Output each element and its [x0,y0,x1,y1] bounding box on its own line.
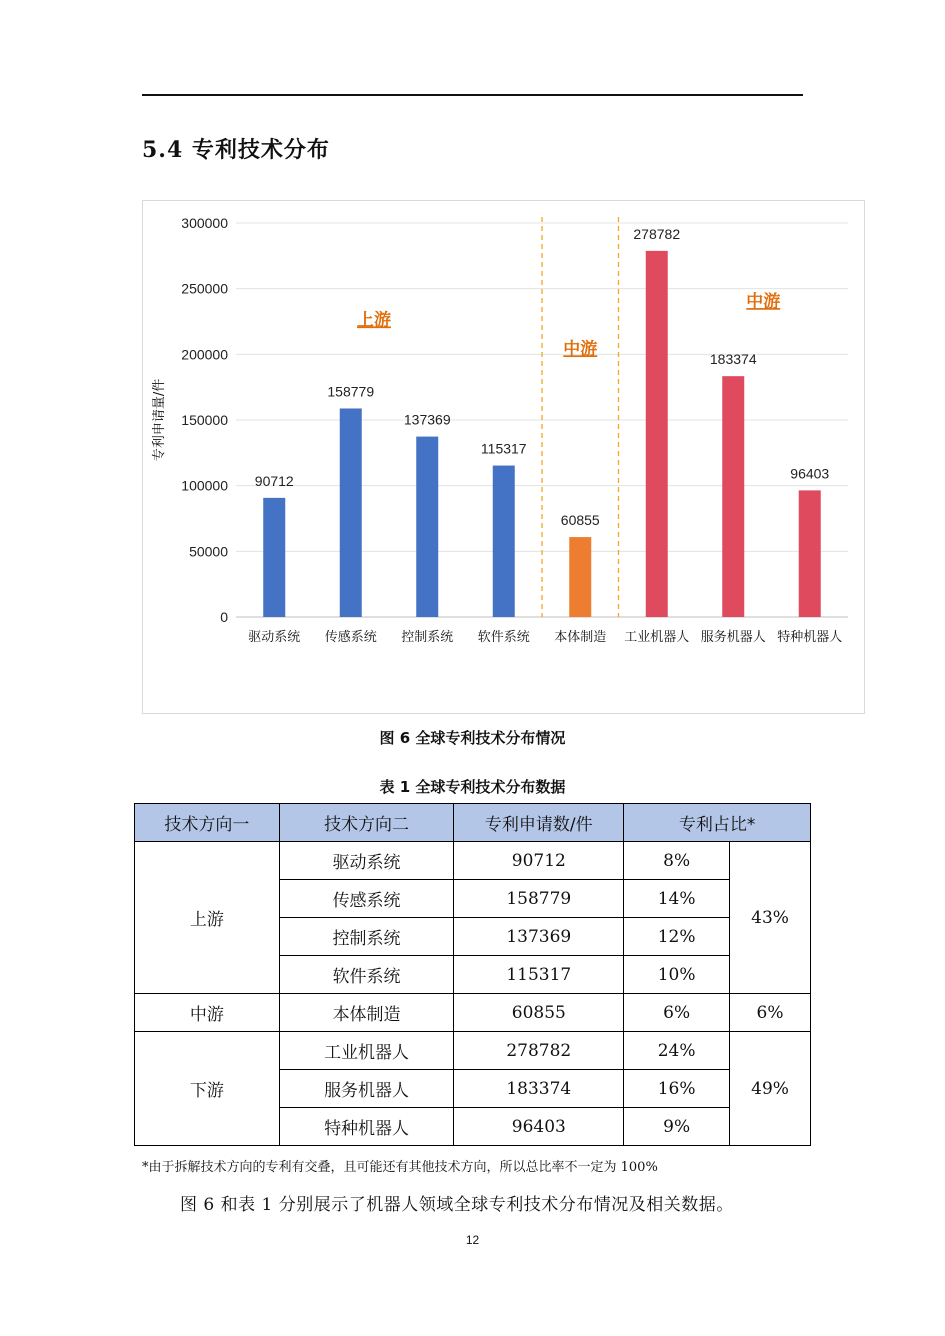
y-tick-label: 250000 [181,280,228,297]
x-tick-label: 服务机器人 [700,630,766,645]
patent-distribution-table [134,803,811,1146]
bar [340,408,362,617]
segment-label: 中游 [563,339,598,360]
bar [646,251,668,617]
y-tick-label: 300000 [181,215,228,231]
data-label: 60855 [560,512,600,529]
y-tick-label: 50000 [189,543,228,560]
x-tick-label: 特种机器人 [777,630,843,645]
row-count: 158779 [454,880,624,918]
row-name: 控制系统 [279,918,454,956]
row-name: 软件系统 [279,956,454,994]
data-label: 278782 [633,225,681,242]
page-number: 12 [465,1233,480,1247]
row-name: 服务机器人 [279,1070,454,1108]
row-count: 137369 [454,918,624,956]
y-tick-label: 150000 [181,412,228,428]
chart-svg [143,201,864,713]
patent-bar-chart [142,200,865,714]
table-footnote: *由于拆解技术方向的专利有交叠，且可能还有其他技术方向，所以总比率不一定为 100% [142,1160,658,1175]
row-name: 特种机器人 [279,1108,454,1146]
row-share: 6% [624,994,730,1032]
row-share: 9% [624,1108,730,1146]
row-share: 14% [624,880,730,918]
group-name: 上游 [135,842,280,994]
data-label: 115317 [480,440,527,457]
header-rule [142,94,803,96]
row-count: 90712 [454,842,624,880]
row-name: 本体制造 [279,994,454,1032]
group-name: 中游 [135,994,280,1032]
header-count: 专利申请数/件 [454,804,624,842]
x-tick-label: 控制系统 [401,630,454,645]
row-share: 8% [624,842,730,880]
bar [799,490,821,617]
y-axis-label: 专利申请量/件 [152,378,167,462]
x-tick-label: 软件系统 [477,630,530,645]
x-tick-label: 本体制造 [554,630,607,645]
data-label: 90712 [254,472,294,489]
table-row [135,842,811,880]
group-total: 49% [730,1032,811,1146]
header-direction-2: 技术方向二 [279,804,454,842]
table-row [135,994,811,1032]
row-count: 278782 [454,1032,624,1070]
header-direction-1: 技术方向一 [135,804,280,842]
data-label: 96403 [790,465,830,482]
group-total: 43% [730,842,811,994]
row-count: 60855 [454,994,624,1032]
row-count: 115317 [454,956,624,994]
x-tick-label: 驱动系统 [248,630,301,645]
x-tick-label: 工业机器人 [624,630,690,645]
bar [416,437,438,617]
group-total: 6% [730,994,811,1032]
row-share: 16% [624,1070,730,1108]
header-share: 专利占比* [624,804,811,842]
row-name: 传感系统 [279,880,454,918]
y-tick-label: 0 [220,609,228,625]
table-row [135,1032,811,1070]
bar [569,537,591,617]
row-share: 24% [624,1032,730,1070]
row-count: 96403 [454,1108,624,1146]
section-heading: 5.4 专利技术分布 [142,137,330,163]
data-label: 158779 [327,383,375,400]
table-caption: 表 1 全球专利技术分布数据 [379,778,566,796]
segment-label: 上游 [357,310,391,331]
segment-label: 中游 [746,292,781,313]
data-label: 183374 [709,351,757,368]
row-count: 183374 [454,1070,624,1108]
row-name: 驱动系统 [279,842,454,880]
data-label: 137369 [403,411,451,428]
bar [263,498,285,617]
table-header-row [135,804,811,842]
group-name: 下游 [135,1032,280,1146]
x-tick-label: 传感系统 [324,630,377,645]
row-share: 12% [624,918,730,956]
body-paragraph: 图 6 和表 1 分别展示了机器人领域全球专利技术分布情况及相关数据。 [180,1195,734,1215]
y-tick-label: 100000 [181,477,228,494]
figure-caption: 图 6 全球专利技术分布情况 [379,729,566,747]
bar [722,376,744,617]
row-share: 10% [624,956,730,994]
bar [493,466,515,617]
row-name: 工业机器人 [279,1032,454,1070]
y-tick-label: 200000 [181,346,228,363]
